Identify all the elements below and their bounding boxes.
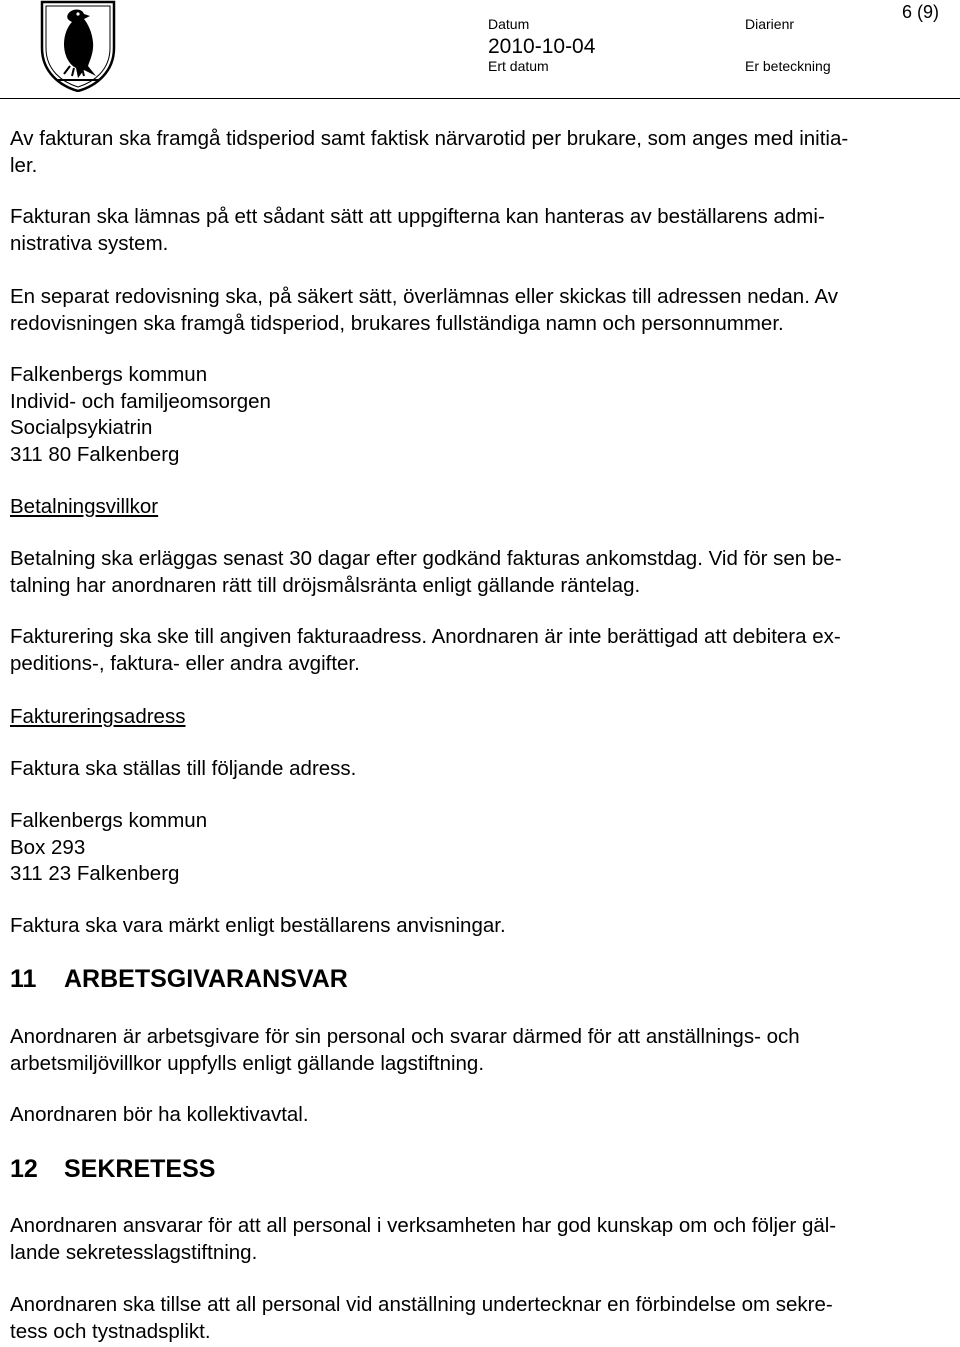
section-number: 11 — [10, 965, 37, 993]
paragraph-arbetsgivare — [10, 1024, 945, 1077]
text-line: Anordnaren är arbetsgivare för sin personal och svarar därmed för att anställnings- och — [10, 1025, 800, 1048]
text-line: arbetsmiljövillkor uppfylls enligt gällande lagstiftning. — [10, 1051, 485, 1075]
text-line: Av fakturan ska framgå tidsperiod samt faktisk närvarotid per brukare, som anges med initia- — [10, 127, 849, 150]
falcon-coat-of-arms-icon — [38, 0, 118, 92]
text-line: Fakturering ska ske till angiven fakturaadress. Anordnaren är inte berättigad att debitera ex- — [10, 625, 841, 648]
address-line: 311 80 Falkenberg — [10, 442, 180, 466]
paragraph-sekretess — [10, 1213, 945, 1266]
text-line: tess och tystnadsplikt. — [10, 1319, 211, 1343]
betalningsvillkor-heading: Betalningsvillkor — [10, 495, 159, 518]
text-line: talning har anordnaren rätt till dröjsmålsränta enligt gällande räntelag. — [10, 573, 641, 597]
paragraph-kollektivavtal: Anordnaren bör ha kollektivavtal. — [10, 1103, 309, 1126]
er-beteckning-label: Er beteckning — [745, 58, 831, 74]
text-line: En separat redovisning ska, på säkert sätt, överlämnas eller skickas till adressen nedan. Av — [10, 285, 839, 308]
paragraph-markning: Faktura ska vara märkt enligt beställarens anvisningar. — [10, 914, 506, 937]
text-line: lande sekretesslagstiftning. — [10, 1240, 258, 1264]
section-title: SEKRETESS — [64, 1155, 216, 1183]
paragraph-faktura-adress: Faktura ska ställas till följande adress. — [10, 757, 357, 780]
datum-label: Datum — [488, 16, 530, 32]
ert-datum-label: Ert datum — [488, 58, 549, 74]
section-12-heading — [10, 1155, 215, 1184]
address-block-redovisning — [10, 362, 945, 468]
text-line: redovisningen ska framgå tidsperiod, brukares fullständiga namn och personnummer. — [10, 311, 784, 335]
section-number: 12 — [10, 1155, 38, 1183]
paragraph-redovisning — [10, 284, 945, 337]
paragraph-fakturering — [10, 624, 945, 677]
text-line: Betalning ska erläggas senast 30 dagar efter godkänd fakturas ankomstdag. Vid för sen be- — [10, 547, 842, 570]
address-line: Socialpsykiatrin — [10, 416, 153, 439]
page-number: 6 (9) — [902, 2, 940, 22]
text-line: Anordnaren ansvarar för att all personal i verksamheten har god kunskap om och följer gäl- — [10, 1214, 837, 1237]
text-line: Anordnaren ska tillse att all personal vid anställning undertecknar en förbindelse om sekre- — [10, 1293, 833, 1316]
address-block-faktura — [10, 808, 945, 888]
date-value: 2010-10-04 — [488, 35, 596, 58]
text-line: peditions-, faktura- eller andra avgifter. — [10, 651, 360, 675]
address-line: Box 293 — [10, 835, 86, 859]
section-title: ARBETSGIVARANSVAR — [64, 965, 348, 993]
paragraph-system — [10, 204, 945, 257]
paragraph-betalning — [10, 546, 945, 599]
text-line: nistrativa system. — [10, 231, 169, 255]
text-line: Fakturan ska lämnas på ett sådant sätt att uppgifterna kan hanteras av beställarens admi- — [10, 205, 825, 228]
address-line: Falkenbergs kommun — [10, 363, 208, 386]
text-line: ler. — [10, 153, 38, 177]
diarienr-label: Diarienr — [745, 16, 795, 32]
paragraph-tystnadsplikt — [10, 1292, 945, 1345]
header-divider — [0, 98, 960, 99]
coat-of-arms-logo — [38, 0, 118, 92]
section-11-heading — [10, 965, 348, 994]
address-line: 311 23 Falkenberg — [10, 862, 180, 885]
paragraph-initials — [10, 126, 945, 179]
address-line: Falkenbergs kommun — [10, 809, 208, 832]
address-line: Individ- och familjeomsorgen — [10, 389, 271, 413]
faktureringsadress-heading: Faktureringsadress — [10, 705, 186, 728]
